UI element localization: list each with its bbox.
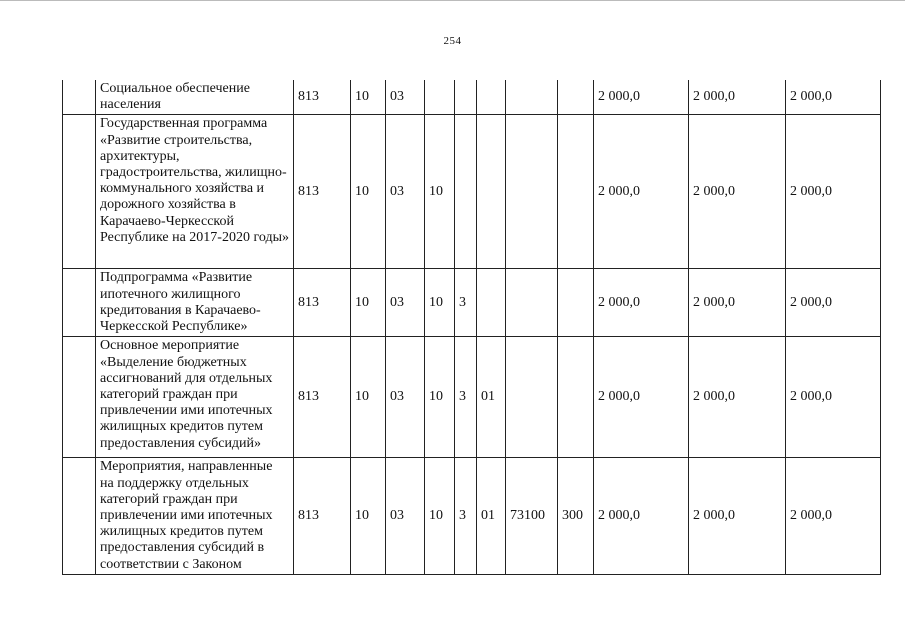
item-name-cell: Социальное обеспечение населения [96, 80, 294, 115]
sum-year-1-cell: 2 000,0 [594, 115, 689, 269]
subprogram-code-cell: 3 [455, 269, 477, 337]
sum-year-2-cell: 2 000,0 [689, 458, 786, 575]
admin-code-cell: 813 [294, 80, 351, 115]
event-code-cell: 01 [477, 337, 506, 458]
admin-code-cell: 813 [294, 269, 351, 337]
event-code-cell [477, 269, 506, 337]
program-code-cell: 10 [425, 337, 455, 458]
sum-year-2-cell: 2 000,0 [689, 337, 786, 458]
table-row [63, 458, 881, 575]
subprogram-code-cell: 3 [455, 458, 477, 575]
subprogram-code-cell [455, 115, 477, 269]
event-code-cell: 01 [477, 458, 506, 575]
subsection-code-cell: 03 [386, 337, 425, 458]
section-code-cell: 10 [351, 458, 386, 575]
subprogram-code-cell [455, 80, 477, 115]
expense-type-cell [558, 269, 594, 337]
sum-year-2-cell: 2 000,0 [689, 115, 786, 269]
row-number-cell [63, 80, 96, 115]
row-number-cell [63, 458, 96, 575]
subprogram-code-cell: 3 [455, 337, 477, 458]
expense-type-cell [558, 337, 594, 458]
budget-table [62, 80, 881, 575]
section-code-cell: 10 [351, 115, 386, 269]
sum-year-3-cell: 2 000,0 [786, 80, 881, 115]
sum-year-2-cell: 2 000,0 [689, 269, 786, 337]
sum-year-2-cell: 2 000,0 [689, 80, 786, 115]
sum-year-1-cell: 2 000,0 [594, 80, 689, 115]
expense-type-cell [558, 80, 594, 115]
sum-year-1-cell: 2 000,0 [594, 337, 689, 458]
section-code-cell: 10 [351, 337, 386, 458]
item-name-cell: Основное мероприятие «Выделение бюджетных ассигнований для отдельных категорий граждан при привлечении ими ипотечных жилищных кредитов путем предоставления субсидий» [96, 337, 294, 458]
admin-code-cell: 813 [294, 458, 351, 575]
sum-year-3-cell: 2 000,0 [786, 115, 881, 269]
row-number-cell [63, 337, 96, 458]
subsection-code-cell: 03 [386, 269, 425, 337]
table-row [63, 269, 881, 337]
direction-code-cell: 73100 [506, 458, 558, 575]
page-number: 254 [443, 35, 462, 47]
table-row [63, 115, 881, 269]
sum-year-1-cell: 2 000,0 [594, 269, 689, 337]
subsection-code-cell: 03 [386, 115, 425, 269]
table-row [63, 80, 881, 115]
program-code-cell: 10 [425, 115, 455, 269]
sum-year-1-cell: 2 000,0 [594, 458, 689, 575]
sum-year-3-cell: 2 000,0 [786, 337, 881, 458]
admin-code-cell: 813 [294, 115, 351, 269]
program-code-cell: 10 [425, 458, 455, 575]
subsection-code-cell: 03 [386, 80, 425, 115]
page-top-edge [0, 0, 905, 4]
direction-code-cell [506, 80, 558, 115]
section-code-cell: 10 [351, 80, 386, 115]
item-name-cell: Мероприятия, направленные на поддержку отдельных категорий граждан при привлечении ими ипотечных жилищных кредитов путем предоставления субсидий в соответствии с Законом [96, 458, 294, 575]
subsection-code-cell: 03 [386, 458, 425, 575]
direction-code-cell [506, 115, 558, 269]
program-code-cell [425, 80, 455, 115]
direction-code-cell [506, 269, 558, 337]
event-code-cell [477, 115, 506, 269]
program-code-cell: 10 [425, 269, 455, 337]
row-number-cell [63, 269, 96, 337]
budget-table-container [62, 80, 880, 575]
direction-code-cell [506, 337, 558, 458]
event-code-cell [477, 80, 506, 115]
expense-type-cell [558, 115, 594, 269]
section-code-cell: 10 [351, 269, 386, 337]
expense-type-cell: 300 [558, 458, 594, 575]
admin-code-cell: 813 [294, 337, 351, 458]
item-name-cell: Подпрограмма «Развитие ипотечного жилищного кредитования в Карачаево-Черкесской Республике» [96, 269, 294, 337]
sum-year-3-cell: 2 000,0 [786, 269, 881, 337]
item-name-cell: Государственная программа «Развитие строительства, архитектуры, градостроительства, жилищно-коммунального хозяйства и дорожного хозяйства в Карачаево-Черкесской Республике на 2017-2020 годы» [96, 115, 294, 269]
row-number-cell [63, 115, 96, 269]
table-row [63, 337, 881, 458]
budget-table-body [63, 80, 881, 575]
sum-year-3-cell: 2 000,0 [786, 458, 881, 575]
